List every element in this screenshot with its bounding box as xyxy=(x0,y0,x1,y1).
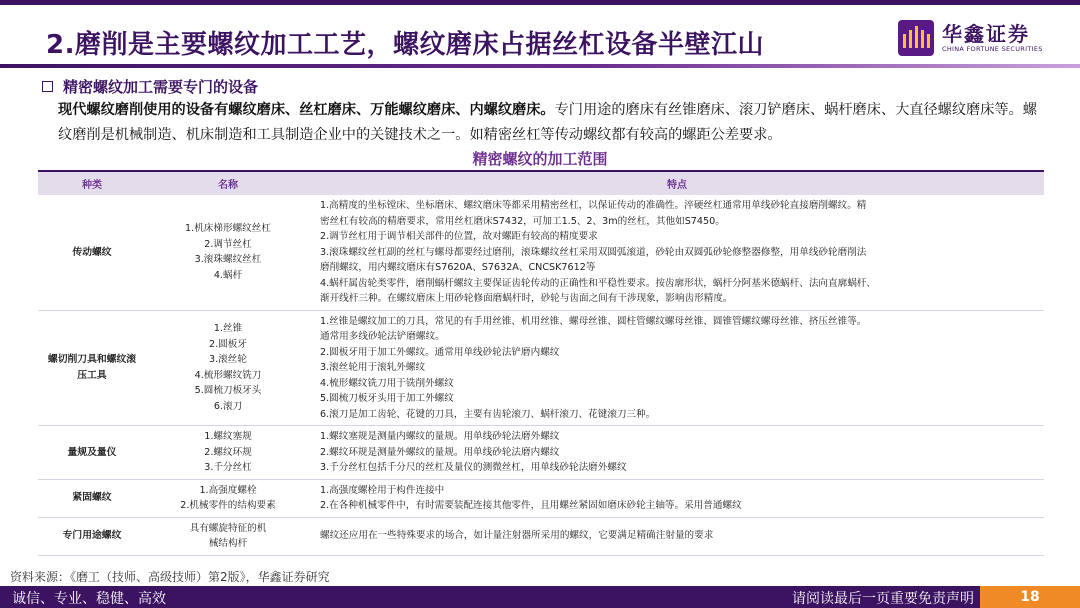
logo-name-cn: 华鑫证券 xyxy=(942,21,1030,46)
name-item: 4.蜗杆 xyxy=(213,269,243,281)
title-divider xyxy=(0,64,1080,68)
feature-line: 磨削螺纹，用内螺纹磨床有S7620A、S7632A、CNCSK7612等 xyxy=(320,262,596,273)
column-header-kind: 种类 xyxy=(38,171,146,195)
row-names xyxy=(146,517,310,555)
logo-name-en: CHINA FORTUNE SECURITIES xyxy=(942,44,1043,53)
section-heading xyxy=(42,76,258,97)
feature-line: 密丝杠有较高的精磨要求，常用丝杠磨床S7432，可加工1.5、2、3m的丝杠，其他如S7450。 xyxy=(320,215,725,227)
row-features xyxy=(310,310,1044,426)
table-row xyxy=(38,310,1044,426)
row-features xyxy=(310,517,1044,555)
name-item: 2.圆板牙 xyxy=(209,338,247,350)
row-kind: 螺切削刀具和螺纹滚压工具 xyxy=(38,310,146,426)
table-title: 精密螺纹的加工范围 xyxy=(472,150,608,168)
name-item: 5.圆梳刀板牙头 xyxy=(194,385,262,397)
company-logo xyxy=(898,20,1043,56)
footer-values: 诚信、专业、稳健、高效 xyxy=(12,591,166,607)
name-item: 1.高强度螺栓 xyxy=(199,484,257,496)
intro-bold-text: 现代螺纹磨削使用的设备有螺纹磨床、丝杠磨床、万能螺纹磨床、内螺纹磨床。 xyxy=(58,102,555,118)
name-item: 4.梳形螺纹铣刀 xyxy=(194,369,262,381)
name-item: 2.调节丝杠 xyxy=(204,238,252,250)
footer-bar xyxy=(0,586,1080,608)
feature-line: 2.螺纹环规是测量外螺纹的量规。用单线砂轮法磨内螺纹 xyxy=(320,446,560,458)
thread-processing-table xyxy=(38,170,1044,556)
row-kind: 紧固螺纹 xyxy=(38,479,146,517)
name-item: 具有螺旋特征的机 xyxy=(189,522,267,534)
bullet-square-icon xyxy=(42,81,53,92)
row-names xyxy=(146,426,310,480)
feature-line: 6.滚刀是加工齿轮、花键的刀具，主要有齿轮滚刀、蜗杆滚刀、花键滚刀三种。 xyxy=(320,408,656,420)
name-item: 1.丝锥 xyxy=(213,323,243,335)
name-item: 1.螺纹塞规 xyxy=(204,431,252,442)
section-heading-text: 精密螺纹加工需要专门的设备 xyxy=(63,78,259,96)
row-features xyxy=(310,195,1044,310)
feature-line: 螺纹还应用在一些特殊要求的场合，如计量注射器所采用的螺纹，它要满足精确注射量的要求 xyxy=(320,530,714,542)
feature-line: 4.蜗杆属齿轮类零件，磨削蜗杆螺纹主要保证齿轮传动的正确性和平稳性要求。按齿廓形状，蜗杆分阿基米德蜗杆、法向直廓蜗杆、 xyxy=(320,277,876,289)
column-header-name: 名称 xyxy=(146,171,310,195)
name-item: 3.千分丝杠 xyxy=(204,462,252,473)
source-note: 资料来源：《磨工（技师、高级技师）第2版》，华鑫证券研究 xyxy=(10,570,330,584)
name-item: 1.机床梯形螺纹丝杠 xyxy=(185,223,271,235)
table-row xyxy=(38,517,1044,555)
feature-line: 2.调节丝杠用于调节相关部件的位置，故对螺距有较高的精度要求 xyxy=(320,231,598,242)
feature-line: 2.在各种机械零件中，有时需要装配连接其他零件，且用螺丝紧固如磨床砂轮主轴等。采用普通螺纹 xyxy=(320,500,742,511)
footer-disclaimer: 请阅读最后一页重要免责声明 xyxy=(792,591,974,607)
table-header-row xyxy=(38,171,1044,195)
table-row xyxy=(38,426,1044,480)
feature-line: 1.螺纹塞规是测量内螺纹的量规。用单线砂轮法磨外螺纹 xyxy=(320,431,560,442)
column-header-features: 特点 xyxy=(310,171,1044,195)
table-row xyxy=(38,195,1044,310)
feature-line: 5.圆梳刀板牙头用于加工外螺纹 xyxy=(320,393,454,404)
name-item: 2.机械零件的结构要素 xyxy=(180,500,276,511)
intro-body-text: 专门用途的磨床有丝锥磨床、滚刀铲磨床、蜗杆磨床、大直径螺纹磨床等。螺纹磨削是机械制造、机床制造和工具制造企业中的关键技术之一。如精密丝杠等传动螺纹都有较高的螺距公差要求。 xyxy=(58,102,1037,143)
name-item: 械结构杆 xyxy=(208,538,248,549)
feature-line: 1.高精度的坐标镗床、坐标磨床、螺纹磨床等都采用精密丝杠，以保证传动的准确性。淬硬丝杠通常用单线砂轮直接磨削螺纹。精 xyxy=(320,200,867,211)
row-kind: 专门用途螺纹 xyxy=(38,517,146,555)
name-item: 2.螺纹环规 xyxy=(204,446,252,458)
page-number: 18 xyxy=(980,586,1080,608)
row-kind: 量规及量仪 xyxy=(38,426,146,480)
feature-line: 4.梳形螺纹铣刀用于铣削外螺纹 xyxy=(320,377,454,389)
feature-line: 1.丝锥是螺纹加工的刀具，常见的有手用丝锥、机用丝锥、螺母丝锥、圆柱管螺纹螺母丝锥、圆锥管螺纹螺母丝锥、挤压丝锥等。 xyxy=(320,315,867,327)
feature-line: 通常用多线砂轮法铲磨螺纹。 xyxy=(320,331,445,342)
row-names xyxy=(146,195,310,310)
row-features xyxy=(310,426,1044,480)
feature-line: 3.千分丝杠包括千分尺的丝杠及量仪的测微丝杠，用单线砂轮法磨外螺纹 xyxy=(320,462,627,473)
feature-line: 1.高强度螺栓用于构件连接中 xyxy=(320,484,445,496)
row-kind: 传动螺纹 xyxy=(38,195,146,310)
feature-line: 渐开线杆三种。在螺纹磨床上用砂轮修面磨蜗杆时，砂轮与齿面之间有干涉现象，影响齿形精度。 xyxy=(320,293,733,304)
table-row xyxy=(38,479,1044,517)
name-item: 3.滚丝轮 xyxy=(209,354,247,366)
name-item: 3.滚珠螺纹丝杠 xyxy=(194,254,262,266)
intro-paragraph xyxy=(58,98,1038,148)
page-title: 2.磨削是主要螺纹加工工艺，螺纹磨床占据丝杠设备半壁江山 xyxy=(46,30,764,60)
row-names xyxy=(146,310,310,426)
name-item: 6.滚刀 xyxy=(213,400,243,412)
top-accent-bar xyxy=(0,0,1080,5)
row-names xyxy=(146,479,310,517)
row-features xyxy=(310,479,1044,517)
feature-line: 2.圆板牙用于加工外螺纹。通常用单线砂轮法铲磨内螺纹 xyxy=(320,346,560,358)
logo-mark-icon xyxy=(898,20,934,56)
feature-line: 3.滚丝轮用于滚轧外螺纹 xyxy=(320,362,426,373)
feature-line: 3.滚珠螺纹丝杠副的丝杠与螺母都要经过磨削，滚珠螺纹丝杠采用双圆弧滚道，砂轮由双圆弧砂轮修整器修整，用单线砂轮磨削法 xyxy=(320,246,867,258)
